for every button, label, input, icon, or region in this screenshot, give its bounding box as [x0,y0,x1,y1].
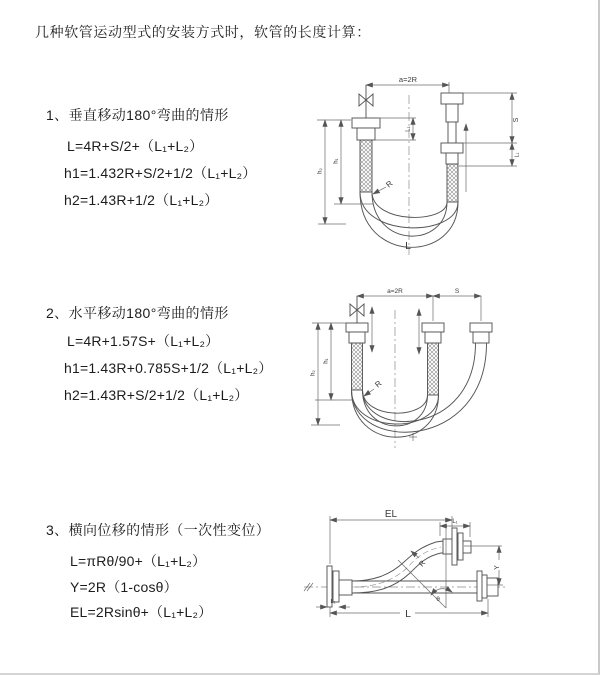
left-end-fitting [346,296,368,390]
dim-label-r: R [384,178,395,190]
dim-label-l1-top: L₁ [452,519,458,525]
dim-label-r: R [373,378,384,390]
dim-label-el: EL [384,509,398,520]
middle-end-fitting [422,323,444,395]
section-1-heading: 1、垂直移动180°弯曲的情形 [46,107,229,123]
section-1-formula-3: h2=1.43R+1/2（L₁+L₂） [64,192,219,208]
section-2-heading: 2、水平移动180°弯曲的情形 [46,305,229,321]
hose-displaced-position [352,541,443,593]
left-end-fitting [352,85,380,192]
upper-right-flange [443,528,471,565]
dim-label-h2: h₂ [317,168,324,174]
dim-label-l1-right: L₁ [514,152,521,158]
construction-lines [398,526,452,608]
dim-label-l: L [405,240,411,252]
section-2-formula-1: L=4R+1.57S+（L₁+L₂） [67,333,220,349]
section-2-formula-3: h2=1.43R+S/2+1/2（L₁+L₂） [64,387,249,403]
section-3-heading: 3、横向位移的情形（一次性变位） [46,522,271,538]
section-1-formula-2: h1=1.432R+S/2+1/2（L₁+L₂） [64,165,257,181]
dim-label-s: S [513,117,520,123]
dim-label-s: S [454,288,460,295]
dimension-lines [316,516,503,617]
dim-label-a2r: a=2R [398,75,418,84]
dimension-lines [317,82,517,224]
section-3-formula-2: Y=2R（1-cosθ） [70,579,178,595]
dim-label-l1-left: L₁ [405,126,412,132]
page-title: 几种软管运动型式的安装方式时，软管的长度计算： [35,24,371,40]
dim-label-theta: θ [436,596,440,603]
section-3-formula-3: EL=2Rsinθ+（L₁+L₂） [70,604,213,620]
right-end-fitting [470,323,492,343]
diagram-lateral-displacement [300,500,600,630]
dim-label-h1: h₁ [323,358,330,364]
dim-label-l1-bottom: L₁ [330,599,336,605]
section-2-formula-2: h1=1.43R+0.785S+1/2（L₁+L₂） [64,360,273,376]
diagram-vertical-180-bend [310,68,560,264]
dimension-lines [311,296,481,425]
diagram-horizontal-180-bend [308,282,560,468]
dim-label-h2: h₂ [310,370,317,376]
section-3-formula-1: L=πRθ/90+（L₁+L₂） [70,553,207,569]
dim-label-y: Y [494,565,501,570]
dim-label-l: L [405,608,411,620]
dim-label-r: R [416,558,428,569]
dim-label-a2r: a=2R [387,288,403,295]
hose-u-bundle [352,343,487,437]
right-flange [477,571,498,601]
dim-label-h1: h₁ [333,158,340,164]
right-end-fitting [441,93,466,202]
section-1-formula-1: L=4R+S/2+（L₁+L₂） [67,138,204,154]
